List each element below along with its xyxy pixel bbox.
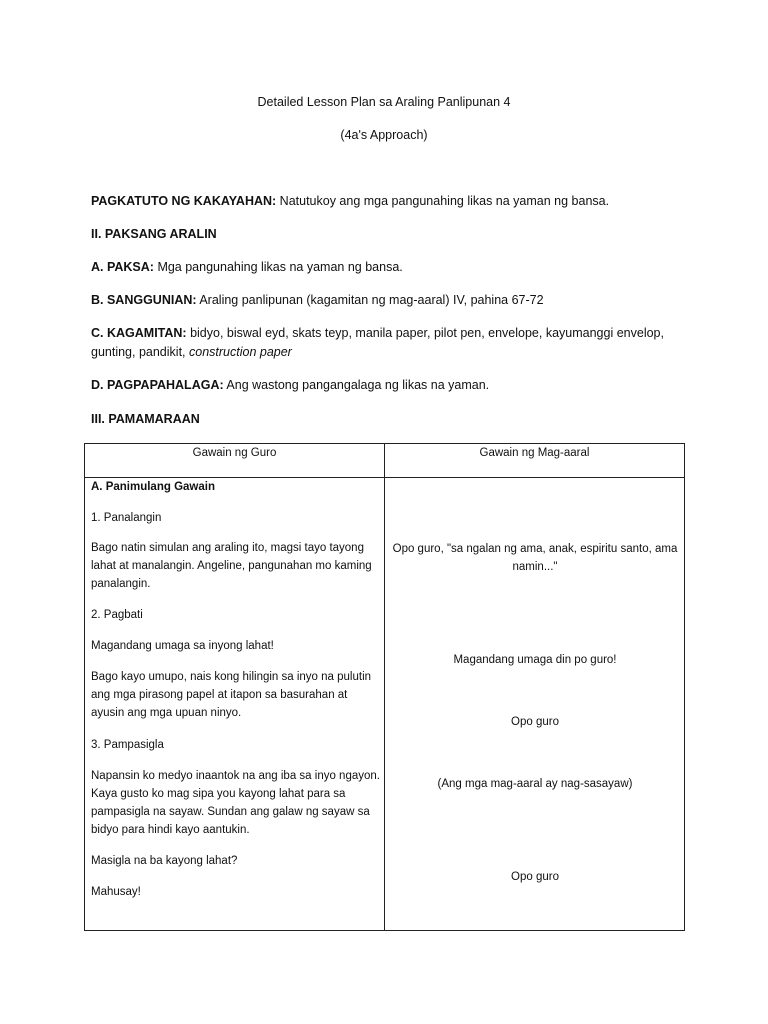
pagbati-text: Magandang umaga sa inyong lahat! bbox=[91, 640, 274, 652]
section-3-heading: III. PAMAMARAAN bbox=[91, 412, 200, 426]
kagamitan-text-2: gunting, pandikit, bbox=[91, 345, 189, 359]
section-pamamaraan bbox=[91, 409, 691, 429]
panalangin-heading: 1. Panalangin bbox=[91, 512, 162, 524]
kagamitan-text: bidyo, biswal eyd, skats teyp, manila paper, pilot pen, envelope, kayumanggi envelop, bbox=[186, 326, 664, 340]
masigla-text: Masigla na ba kayong lahat? bbox=[91, 855, 238, 867]
paksa-text: Mga pangunahing likas na yaman ng bansa. bbox=[153, 260, 403, 274]
upo-text: Bago kayo umupo, nais kong hilingin sa inyo na pulutin ang mga pirasong papel at itapon sa basurahan at ayusin ang mga upuan ninyo. bbox=[91, 671, 372, 719]
pagbati-response: Magandang umaga din po guro! bbox=[453, 654, 617, 666]
paksa-line bbox=[91, 257, 691, 277]
panimulang-gawain-heading: A. Panimulang Gawain bbox=[91, 481, 215, 493]
kagamitan-label: C. KAGAMITAN: bbox=[91, 326, 187, 340]
column-header-guro: Gawain ng Guro bbox=[85, 444, 385, 478]
kagamitan-line bbox=[91, 323, 691, 343]
paksa-label: A. PAKSA: bbox=[91, 260, 154, 274]
mahusay-text: Mahusay! bbox=[91, 886, 141, 898]
panalangin-text: Bago natin simulan ang araling ito, magsi tayo tayong lahat at manalangin. Angeline, pangunahan mo kaming panalangin. bbox=[91, 542, 372, 590]
pagpapahalaga-label: D. PAGPAPAHALAGA: bbox=[91, 378, 224, 392]
table-row bbox=[85, 478, 685, 931]
pagkatuto-line bbox=[91, 191, 691, 211]
document-subtitle: (4a's Approach) bbox=[340, 128, 428, 142]
pagpapahalaga-line bbox=[91, 375, 691, 395]
section-paksang-aralin bbox=[91, 224, 691, 244]
pagpapahalaga-text: Ang wastong pangangalaga ng likas na yaman. bbox=[223, 378, 490, 392]
sanggunian-label: B. SANGGUNIAN: bbox=[91, 293, 197, 307]
sanggunian-line bbox=[91, 290, 691, 310]
pampasigla-text: Napansin ko medyo inaantok na ang iba sa inyo ngayon. Kaya gusto ko mag sipa you kayong lahat para sa pampasigla na sayaw. Sundan ang galaw ng sayaw sa bidyo para hindi kayo aantukin. bbox=[91, 770, 380, 836]
sayaw-response: (Ang mga mag-aaral ay nag-sasayaw) bbox=[437, 778, 633, 790]
kagamitan-italic: construction paper bbox=[189, 345, 292, 359]
upo-response: Opo guro bbox=[511, 716, 559, 728]
pampasigla-heading: 3. Pampasigla bbox=[91, 739, 164, 751]
guro-cell bbox=[85, 478, 385, 931]
kagamitan-line-2 bbox=[91, 342, 691, 362]
table-header-row bbox=[85, 444, 685, 478]
panalangin-response: Opo guro, "sa ngalan ng ama, anak, espiritu santo, ama namin..." bbox=[392, 543, 678, 573]
section-2-heading: II. PAKSANG ARALIN bbox=[91, 227, 217, 241]
sanggunian-text: Araling panlipunan (kagamitan ng mag-aaral) IV, pahina 67-72 bbox=[196, 293, 544, 307]
pagkatuto-text: Natutukoy ang mga pangunahing likas na yaman ng bansa. bbox=[276, 194, 610, 208]
masigla-response: Opo guro bbox=[511, 871, 559, 883]
lesson-table bbox=[84, 443, 685, 931]
pagkatuto-label: PAGKATUTO NG KAKAYAHAN: bbox=[91, 194, 277, 208]
column-header-magaaral: Gawain ng Mag-aaral bbox=[385, 444, 685, 478]
magaaral-cell bbox=[385, 478, 685, 931]
pagbati-heading: 2. Pagbati bbox=[91, 609, 143, 621]
document-title: Detailed Lesson Plan sa Araling Panlipunan 4 bbox=[257, 95, 511, 109]
